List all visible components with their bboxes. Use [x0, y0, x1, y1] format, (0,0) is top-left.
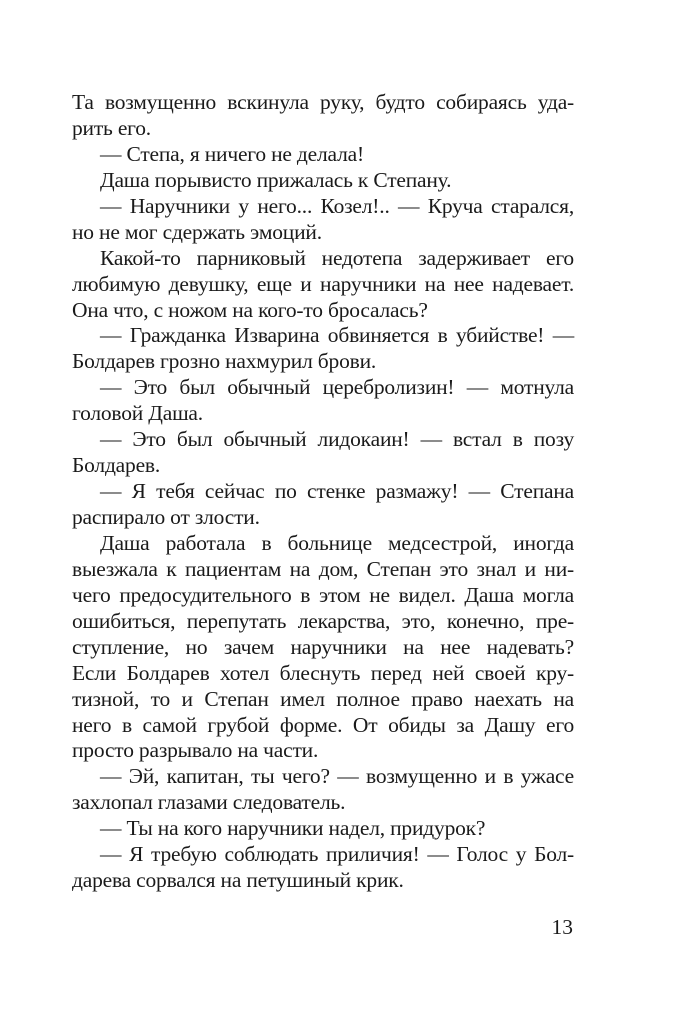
text-line: дарева сорвался на петушиный крик. — [72, 868, 404, 893]
text-line: головой Даша. — [72, 401, 203, 426]
text-line: ступление, но зачем наручники на нее надевать? — [72, 634, 574, 659]
text-line: рить его. — [72, 115, 151, 140]
text-line: захлопал глазами следователь. — [72, 790, 346, 815]
text-line: распирало от злости. — [72, 505, 260, 529]
text-line: — Ты на кого наручники надел, придурок? — [100, 816, 486, 841]
text-line: Она что, с ножом на кого-то бросалась? — [72, 297, 428, 322]
text-line: — Наручники у него... Козел!.. — Круча старался, — [100, 193, 574, 218]
text-line: — Степа, я ничего не делала! — [100, 141, 364, 166]
text-line: просто разрывало на части. — [72, 738, 319, 763]
text-line: выезжала к пациентам на дом, Степан это знал и ни- — [72, 556, 574, 581]
text-line: ошибиться, перепутать лекарства, это, конечно, пре- — [72, 608, 574, 633]
text-line: — Это был обычный церебролизин! — мотнула — [100, 375, 574, 400]
text-line: Какой-то парниковый недотепа задерживает его — [100, 245, 574, 270]
text-line: чего предосудительного в этом не видел. Даша могла — [72, 582, 574, 607]
text-line: Болдарев грозно нахмурил брови. — [72, 349, 377, 374]
text-line: — Эй, капитан, ты чего? — возмущенно и в ужасе — [100, 764, 574, 789]
text-line: — Гражданка Изварина обвиняется в убийстве! — — [100, 323, 574, 348]
text-line: — Это был обычный лидокаин! — встал в позу — [100, 427, 574, 452]
text-line: Если Болдарев хотел блеснуть перед ней своей кру- — [72, 660, 574, 685]
page-number: 13 — [551, 915, 573, 939]
text-line: Даша порывисто прижалась к Степану. — [100, 167, 452, 192]
text-line: но не мог сдержать эмоций. — [72, 219, 322, 244]
body-text — [72, 90, 574, 894]
text-line: Даша работала в больнице медсестрой, иногда — [100, 530, 574, 555]
text-line: Та возмущенно вскинула руку, будто собираясь уда- — [72, 90, 574, 114]
text-line: любимую девушку, еще и наручники на нее надевает. — [72, 271, 574, 296]
text-line: него в самой грубой форме. От обиды за Дашу его — [72, 712, 574, 737]
text-line: тизной, то и Степан имел полное право наехать на — [72, 686, 574, 711]
text-line: Болдарев. — [72, 453, 161, 478]
text-line: — Я требую соблюдать приличия! — Голос у Бол- — [100, 842, 574, 867]
text-line: — Я тебя сейчас по стенке размажу! — Степана — [100, 479, 574, 504]
